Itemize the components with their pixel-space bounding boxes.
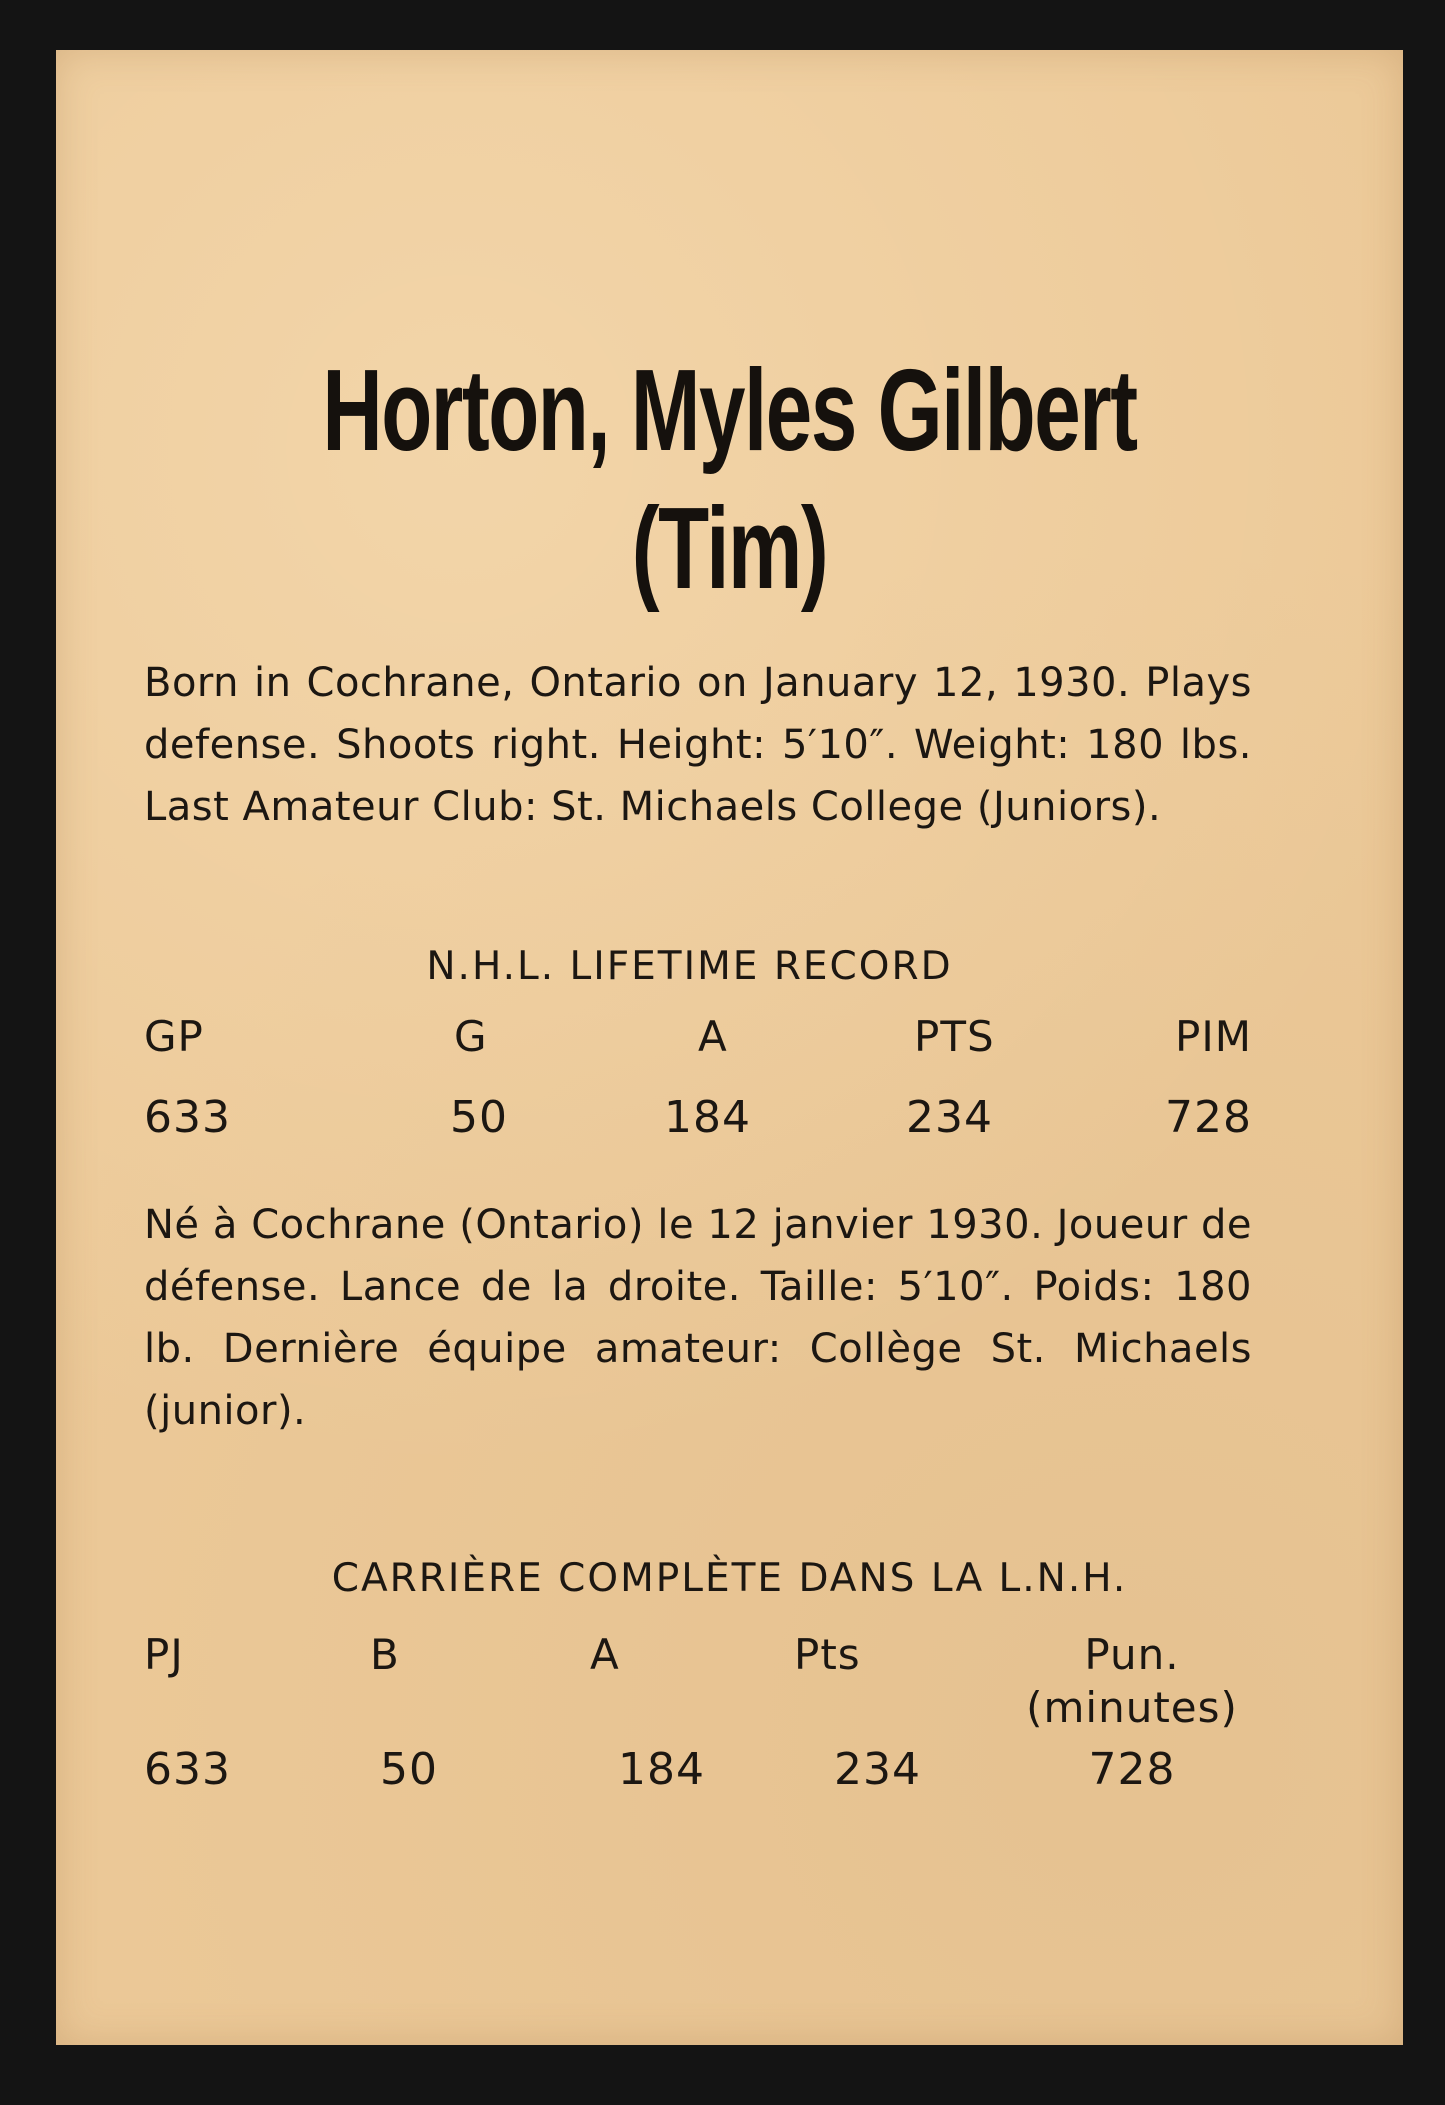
stat-value-a: 184 — [664, 1092, 751, 1143]
lifetime-record-table — [144, 1012, 1252, 1172]
player-name: Horton, Myles Gilbert — [322, 345, 1137, 475]
stat-value-b: 50 — [380, 1744, 438, 1795]
stat-header-a: A — [698, 1012, 728, 1061]
stat-header-gp: GP — [144, 1012, 204, 1061]
bio-french: Né à Cochrane (Ontario) le 12 janvier 1930. Joueur de défense. Lance de la droite. Taille: 5′10″. Poids: 180 lb. Dernière équipe amateur: Collège St. Michaels (junior). — [144, 1202, 1252, 1434]
stat-value-g: 50 — [450, 1092, 508, 1143]
hockey-card-back — [56, 50, 1403, 2045]
stats-header-row — [144, 1012, 1252, 1092]
bio-english: Born in Cochrane, Ontario on January 12, 1930. Plays defense. Shoots right. Height: 5′10″. Weight: 180 lbs. Last Amateur Club: St. Michaels College (Juniors). — [144, 660, 1252, 830]
carriere-table — [144, 1630, 1252, 1824]
lifetime-record-title: N.H.L. LIFETIME RECORD — [426, 944, 953, 989]
stat-header-pts: PTS — [914, 1012, 995, 1061]
stat-header-pun — [1012, 1630, 1252, 1732]
stat-value-pun: 728 — [1088, 1744, 1176, 1795]
stat-header-g: G — [454, 1012, 488, 1061]
stat-value-gp: 633 — [144, 1092, 231, 1143]
carriere-title: CARRIÈRE COMPLÈTE DANS LA L.N.H. — [331, 1556, 1128, 1601]
stat-value-pj: 633 — [144, 1744, 231, 1795]
stat-header-pts-fr: Pts — [794, 1630, 861, 1679]
stat-header-pj: PJ — [144, 1630, 184, 1679]
stat-value-pim: 728 — [1165, 1092, 1252, 1143]
stat-header-pim: PIM — [1175, 1012, 1252, 1061]
stats-fr-header-row — [144, 1630, 1252, 1744]
stat-value-a-fr: 184 — [618, 1744, 705, 1795]
stat-header-b: B — [370, 1630, 400, 1679]
stats-fr-value-row — [144, 1744, 1252, 1824]
stat-value-pts: 234 — [906, 1092, 993, 1143]
stat-header-pun-minutes: (minutes) — [1026, 1683, 1238, 1732]
stat-value-pts-fr: 234 — [834, 1744, 921, 1795]
stats-value-row — [144, 1092, 1252, 1172]
player-nickname: (Tim) — [631, 483, 828, 613]
stat-header-pun-label: Pun. — [1084, 1630, 1180, 1679]
stat-header-a-fr: A — [590, 1630, 620, 1679]
